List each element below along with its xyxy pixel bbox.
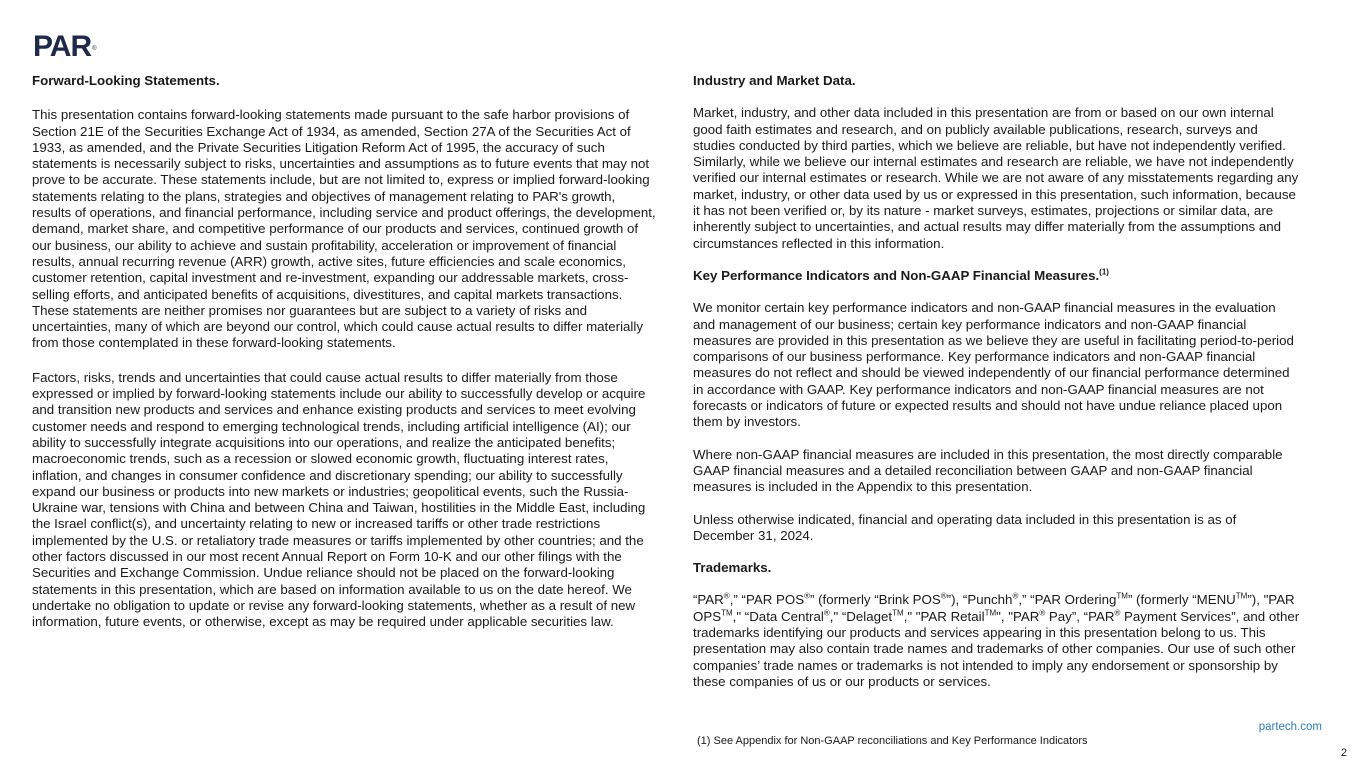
- kpi-heading: Key Performance Indicators and Non-GAAP Financial Measures.$^{(1)}$: [693, 267, 1109, 283]
- kpi-paragraph-3: Unless otherwise indicated, financial and operating data included in this presentation is as of December 31, 2024.: [693, 511, 1237, 543]
- industry-heading: Industry and Market Data.: [693, 73, 856, 88]
- forward-looking-paragraph-1: This presentation contains forward-looking statements made pursuant to the safe harbor provisions of Section 21E of the Securities Exchange Act of 1934, as amended, Section 27A of the Securities Act of 1933, as amended, and the Private Securities Litigation Reform Act of 1995, the accuracy of such statements is necessarily subject to risks, uncertainties and assumptions as to future events that may not prove to be accurate. These statements include, but are not limited to, express or implied forward-looking statements relating to the plans, strategies and objectives of management relating to PAR's growth, results of operations, and financial performance, including service and product offerings, the development, demand, market share, and competitive performance of our products and services, continued growth of our business, our ability to achieve and sustain profitability, acceleration or improvement of financial results, annual recurring revenue (ARR) growth, active sites, future efficiencies and scale economics, customer retention, capital investment and re-investment, expanding our addressable markets, cross-selling efforts, and anticipated benefits of acquisitions, divestitures, and capital markets transactions. These statements are neither promises nor guarantees but are subject to a variety of risks and uncertainties, many of which are beyond our control, which could cause actual results to differ materially from those contemplated in these forward-looking statements.: [32, 107, 656, 351]
- right-column: [693, 73, 1301, 690]
- forward-looking-paragraph-2: Factors, risks, trends and uncertainties that could cause actual results to differ materially from those expressed or implied by forward-looking statements include our ability to successfully develop or acquire and transition new products and services and enhance existing products and services to meet evolving customer needs and respond to emerging technological trends, including artificial intelligence (AI); our ability to successfully integrate acquisitions into our operations, and realize the anticipated benefits; macroeconomic trends, such as a recession or slowed economic growth, fluctuating interest rates, inflation, and changes in consumer confidence and discretionary spending; our ability to successfully expand our business or products into new markets or industries; geopolitical events, such the Russia-Ukraine war, tensions with China and between China and Taiwan, hostilities in the Middle East, including the Israel conflict(s), and uncertainty relating to new or increased tariffs or other trade restrictions implemented by the U.S. or retaliatory trade measures or tariffs implemented by other countries; and the other factors discussed in our most recent Annual Report on Form 10-K and our other filings with the Securities and Exchange Commission. Undue reliance should not be placed on the forward-looking statements in this presentation, which are based on information available to us on the date hereof. We undertake no obligation to update or revise any forward-looking statements, whether as a result of new information, future events, or otherwise, except as may be required under applicable securities law.: [32, 369, 646, 630]
- industry-paragraph: Market, industry, and other data included in this presentation are from or based on our own internal good faith estimates and research, and on publicly available publications, research, surveys and studies conducted by third parties, which we believe are reliable, but have not independently verified. Similarly, while we believe our internal estimates and research are reliable, we have not independently verified our internal estimates or research. While we are not aware of any misstatements regarding any market, industry, or other data used by us or expressed in this presentation, such information, because it has not been verified or, by its nature - market surveys, estimates, projections or similar data, are inherently subject to uncertainties, and actual results may differ materially from the assumptions and circumstances reflected in this information.: [693, 105, 1299, 251]
- footnote: (1) See Appendix for Non-GAAP reconciliations and Key Performance Indicators: [697, 735, 1088, 747]
- forward-looking-heading: Forward-Looking Statements.: [32, 73, 220, 88]
- kpi-paragraph-2: Where non-GAAP financial measures are included in this presentation, the most directly comparable GAAP financial measures and a detailed reconciliation between GAAP and non-GAAP financial measures is included in the Appendix to this presentation.: [693, 446, 1283, 495]
- page-number: 2: [1340, 747, 1347, 759]
- left-column: [32, 73, 657, 631]
- website-link[interactable]: partech.com: [1258, 721, 1322, 733]
- par-logo: PAR®: [33, 30, 96, 63]
- kpi-paragraph-1: We monitor certain key performance indicators and non-GAAP financial measures in the evaluation and management of our business; certain key performance indicators and non-GAAP financial measures are provided in this presentation as we believe they are useful in facilitating period-to-period comparisons of our business performance. Key performance indicators and non-GAAP financial measures do not reflect and should be viewed independently of our financial performance determined in accordance with GAAP. Key performance indicators and non-GAAP financial measures are not forecasts or indicators of future or expected results and should not have undue reliance placed upon them by investors.: [693, 300, 1294, 430]
- trademarks-heading: Trademarks.: [693, 560, 772, 576]
- trademarks-paragraph: “PAR®,” “PAR POS®” (formerly “Brink POS®”), “Punchh®,” “PAR Ordering™” (formerly “MENU™”), "PAR OPS™," “Data Central®," “Delaget™," "PAR Retail™", "PAR® Pay”, “PAR® Payment Services”, and other trademarks identifying our products and services appearing in this presentation belong to us. This presentation may also contain trade names and trademarks of other companies. Our use of such other companies’ trade names or trademarks is not intended to imply any endorsement or sponsorship by these companies of us or our products or services.: [693, 592, 1300, 689]
